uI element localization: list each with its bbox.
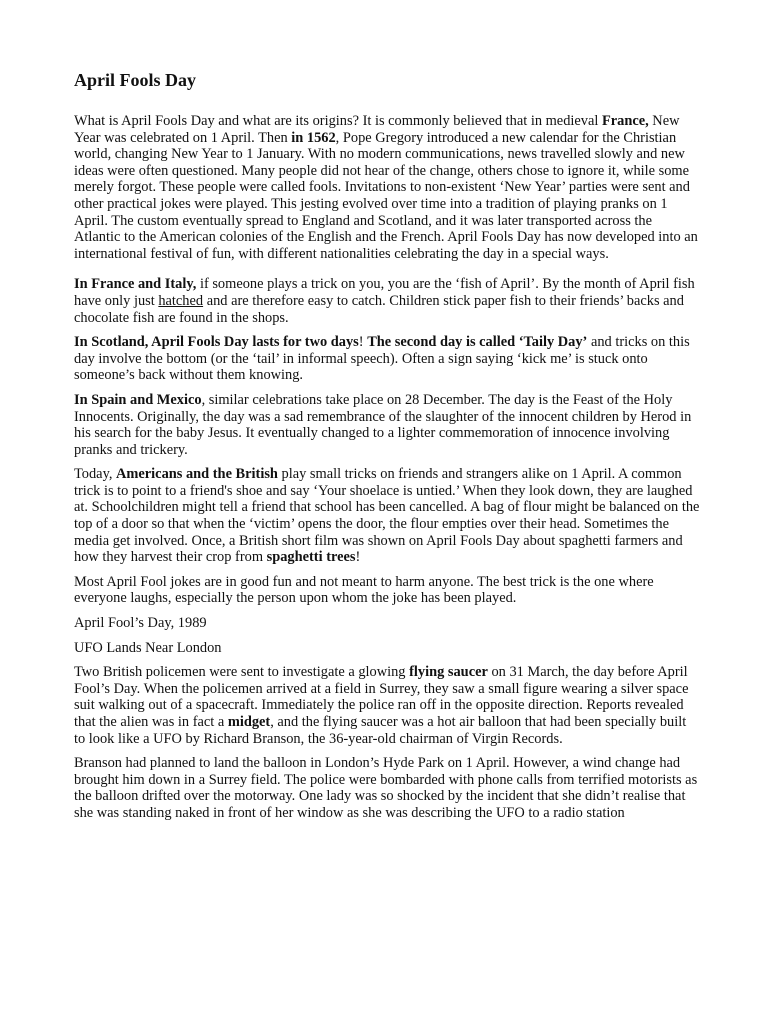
paragraph-spain-mexico: In Spain and Mexico, similar celebrations take place on 28 December. The day is the Feast of the Holy Innocents. Originally, the day was a sad remembrance of the slaughter of the innocent children by Herod in his search for the baby Jesus. It eventually changed to a lighter commemoration of innocence involving pranks and trickery.: [74, 391, 692, 458]
paragraph-scotland: In Scotland, April Fools Day lasts for two days! The second day is called ‘Taily Day’ and tricks on this day involve the bottom (or the ‘tail’ in informal speech). Often a sign saying ‘kick me’ is stuck onto someone’s back without them knowing.: [74, 334, 690, 384]
paragraph-date-line: April Fool’s Day, 1989: [74, 615, 207, 632]
document-page: [74, 66, 700, 830]
paragraph-americans-british: Today, Americans and the British play small tricks on friends and strangers alike on 1 April. A common trick is to point to a friend's shoe and say ‘Your shoelace is untied.’ When they look down, they are laughed at. Schoolchildren might tell a friend that school has been cancelled. A bag of flour might be balanced on the top of a door so that when the ‘victim’ opens the door, the flour empties over their head. Sometimes the media get involved. Once, a British short film was shown on April Fools Day about spaghetti farmers and how they harvest their crop from spaghetti trees!: [74, 466, 700, 566]
paragraph-origins: What is April Fools Day and what are its origins? It is commonly believed that in medieval France, New Year was celebrated on 1 April. Then in 1562, Pope Gregory introduced a new calendar for the Christian world, changing New Year to 1 January. With no modern communications, news travelled slowly and new ideas were often questioned. Many people did not hear of the change, others chose to ignore it, while some merely forgot. These people were called fools. Invitations to non-existent ‘New Year’ parties were sent and other practical jokes were played. This jesting evolved over time into a tradition of playing pranks on 1 April. The custom eventually spread to England and Scotland, and it was later transported across the Atlantic to the American colonies of the English and the French. April Fools Day has now developed into an international festival of fun, with different nationalities celebrating the day in a special ways.: [74, 113, 698, 262]
paragraph-france-italy: In France and Italy, if someone plays a trick on you, you are the ‘fish of April’. By the month of April fish have only just hatched and are therefore easy to catch. Children stick paper fish to their friends’ backs and chocolate fish are found in the shops.: [74, 276, 695, 326]
paragraph-branson: Branson had planned to land the balloon in London’s Hyde Park on 1 April. However, a wind change had brought him down in a Surrey field. The police were bombarded with phone calls from terrified motorists as the balloon drifted over the motorway. One lady was so shocked by the incident that she didn’t realise that she was standing naked in front of her window as she was describing the UFO to a radio station: [74, 755, 698, 821]
paragraph-ufo-story: Two British policemen were sent to investigate a glowing flying saucer on 31 March, the day before April Fool’s Day. When the policemen arrived at a field in Surrey, they saw a small figure wearing a silver space suit walking out of a spacecraft. Immediately the police ran off in the opposite direction. Reports revealed that the alien was in fact a midget, and the flying saucer was a hot air balloon that had been specially built to look like a UFO by Richard Branson, the 36-year-old chairman of Virgin Records.: [74, 664, 689, 747]
paragraph-good-fun: Most April Fool jokes are in good fun and not meant to harm anyone. The best trick is the one where everyone laughs, especially the person upon whom the joke has been played.: [74, 573, 654, 607]
page-title: April Fools Day: [74, 70, 197, 90]
paragraph-headline: UFO Lands Near London: [74, 639, 222, 656]
